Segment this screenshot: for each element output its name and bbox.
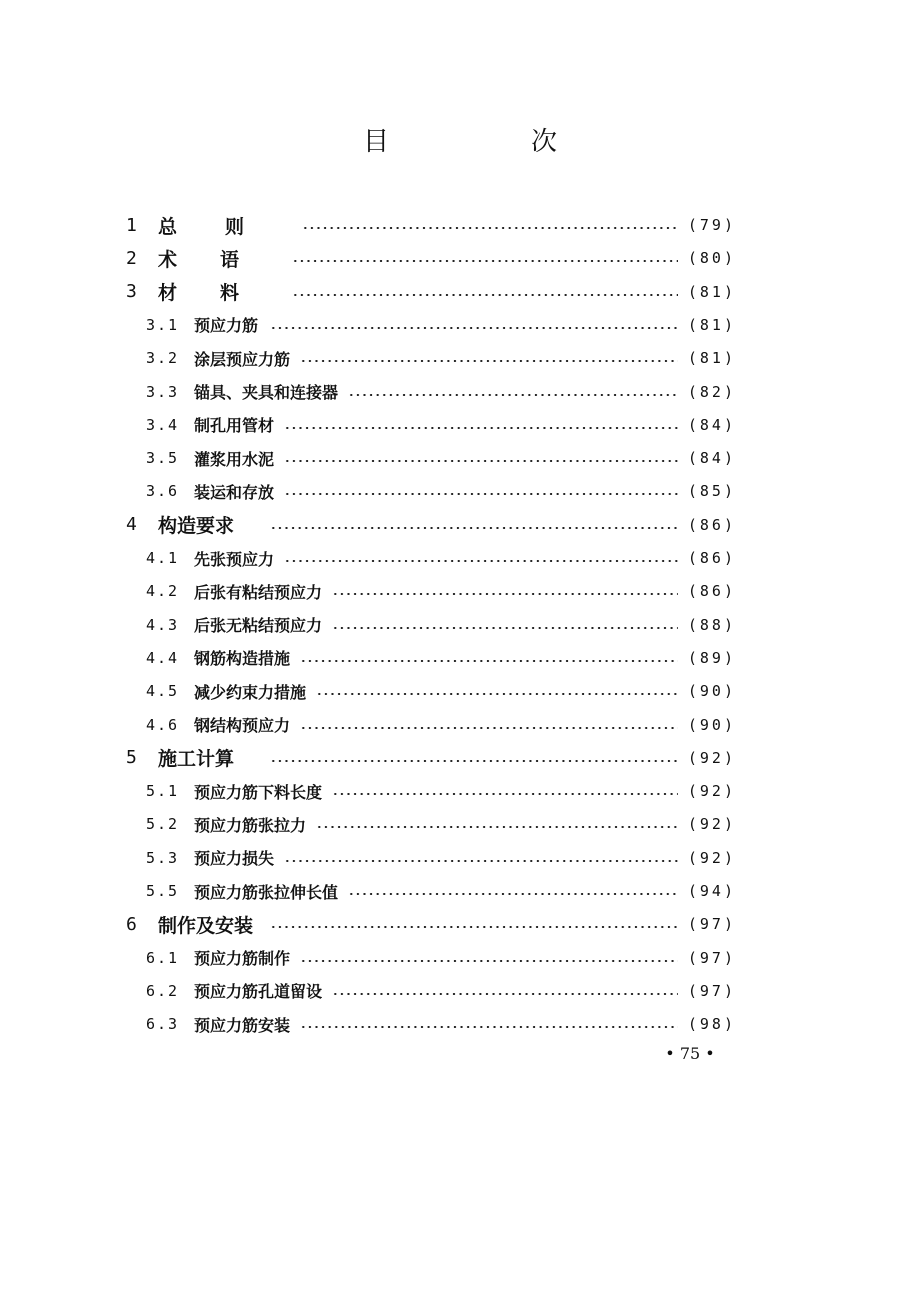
toc-entry-page: (97): [687, 981, 736, 1000]
toc-entry-title: 预应力筋制作: [194, 949, 291, 969]
dot-leader: [302, 227, 678, 229]
toc-entry-title: 后张无粘结预应力: [194, 616, 323, 636]
toc-entry[interactable]: [0, 1009, 920, 1039]
dot-leader: [284, 860, 678, 862]
toc-entry-title: 总则: [158, 215, 293, 238]
toc-entry-page: (90): [687, 682, 736, 701]
toc-entry-number: 4.1: [146, 549, 180, 567]
dot-leader: [332, 593, 678, 595]
toc-entry-title: 制孔用管材: [194, 416, 275, 436]
toc-entry-number: 6.2: [146, 981, 180, 1000]
toc-entry-number: 4.5: [146, 682, 180, 701]
toc-entry[interactable]: [0, 610, 920, 640]
toc-entry[interactable]: [0, 443, 920, 473]
toc-entry-number: 5: [126, 747, 137, 769]
toc-entry-title: 预应力筋安装: [194, 1015, 291, 1035]
toc-entry-number: 5.5: [146, 882, 180, 900]
dot-leader: [270, 760, 678, 762]
toc-entry[interactable]: [0, 676, 920, 706]
toc-entry-title: 施工计算: [158, 748, 235, 771]
toc-entry-title: 预应力筋张拉伸长值: [194, 882, 339, 902]
toc-entry-number: 3.3: [146, 382, 180, 401]
dot-leader: [300, 960, 678, 962]
dot-leader: [284, 560, 678, 562]
dot-leader: [316, 826, 678, 828]
toc-entry-number: 2: [126, 247, 137, 269]
toc-entry[interactable]: [0, 843, 920, 873]
toc-entry[interactable]: [0, 643, 920, 673]
toc-entry-number: 6.3: [146, 1015, 180, 1034]
toc-entry-page: (81): [687, 349, 736, 368]
toc-entry-title: 构造要求: [158, 515, 235, 538]
dot-leader: [300, 727, 678, 729]
toc-entry-page: (86): [687, 582, 736, 601]
dot-leader: [316, 693, 678, 695]
toc-entry-number: 5.2: [146, 815, 180, 834]
toc-entry[interactable]: [0, 876, 920, 906]
dot-leader: [292, 260, 678, 262]
toc-entry-title: 先张预应力: [194, 549, 275, 569]
toc-entry-title: 灌浆用水泥: [194, 449, 275, 469]
toc-entry-page: (84): [687, 415, 736, 434]
toc-entry-number: 4.4: [146, 648, 180, 667]
toc-entry-number: 3.6: [146, 482, 180, 501]
toc-entry-number: 5.1: [146, 782, 180, 801]
toc-entry-page: (94): [687, 882, 736, 900]
toc-entry-number: 4: [126, 514, 137, 536]
toc-entry-page: (88): [687, 615, 736, 634]
toc-entry-number: 6: [126, 913, 137, 935]
toc-entry-title: 减少约束力措施: [194, 682, 307, 702]
toc-entry-page: (81): [687, 315, 736, 334]
toc-entry-number: 3: [126, 281, 137, 303]
toc-entry-page: (92): [687, 848, 736, 867]
toc-entry-title: 后张有粘结预应力: [194, 582, 323, 602]
toc-entry[interactable]: [0, 710, 920, 740]
toc-entry-title: 预应力筋下料长度: [194, 782, 323, 802]
toc-entry-number: 3.1: [146, 315, 180, 334]
toc-entry[interactable]: [0, 476, 920, 506]
toc-entry-number: 1: [126, 214, 137, 236]
dot-leader: [284, 427, 678, 429]
toc-entry-page: (81): [687, 282, 736, 301]
toc-entry-title: 预应力筋孔道留设: [194, 982, 323, 1002]
toc-entry-title: 钢结构预应力: [194, 716, 291, 735]
toc-entry-title: 材料: [158, 282, 283, 305]
page-title: 目 次: [362, 127, 615, 157]
toc-entry[interactable]: [0, 510, 920, 540]
toc-entry-number: 3.4: [146, 415, 180, 434]
toc-entry-title: 术语: [158, 248, 283, 271]
toc-entry-title: 锚具、夹具和连接器: [194, 383, 339, 402]
toc-entry-page: (80): [687, 249, 736, 268]
dot-leader: [300, 360, 678, 362]
toc-entry[interactable]: [0, 410, 920, 440]
toc-entry-number: 3.5: [146, 449, 180, 468]
toc-entry[interactable]: [0, 576, 920, 606]
toc-entry[interactable]: [0, 310, 920, 340]
page-number: • 75 •: [665, 1044, 715, 1063]
dot-leader: [292, 294, 678, 296]
toc-entry-page: (84): [687, 449, 736, 468]
toc-entry-title: 制作及安装: [158, 914, 254, 937]
toc-entry-number: 5.3: [146, 848, 180, 867]
dot-leader: [348, 893, 678, 895]
toc-entry-number: 4.6: [146, 715, 180, 734]
toc-entry-page: (98): [687, 1015, 736, 1034]
toc-entry-page: (79): [687, 216, 736, 234]
toc-entry-title: 预应力损失: [194, 849, 275, 869]
toc-entry-page: (82): [687, 382, 736, 401]
toc-entry[interactable]: [0, 377, 920, 407]
dot-leader: [270, 926, 678, 928]
toc-entry-title: 涂层预应力筋: [194, 349, 291, 369]
toc-entry-page: (92): [687, 815, 736, 834]
toc-entry-title: 钢筋构造措施: [194, 649, 291, 669]
toc-entry-page: (92): [687, 782, 736, 801]
toc-entry-title: 预应力筋张拉力: [194, 815, 307, 835]
dot-leader: [300, 1026, 678, 1028]
toc-entry-number: 4.2: [146, 582, 180, 601]
dot-leader: [270, 327, 678, 329]
toc-entry-title: 装运和存放: [194, 482, 275, 502]
dot-leader: [348, 394, 678, 396]
dot-leader: [270, 527, 678, 529]
toc-entry[interactable]: [0, 277, 920, 307]
toc-entry[interactable]: [0, 543, 920, 573]
toc-entry-page: (86): [687, 549, 736, 567]
toc-entry-page: (97): [687, 948, 736, 967]
toc-entry-title: 预应力筋: [194, 316, 259, 336]
dot-leader: [300, 660, 678, 662]
dot-leader: [284, 493, 678, 495]
toc-entry[interactable]: [0, 743, 920, 773]
toc-entry[interactable]: [0, 943, 920, 973]
toc-entry[interactable]: [0, 909, 920, 939]
toc-entry[interactable]: [0, 243, 920, 273]
toc-entry-page: (97): [687, 915, 736, 934]
toc-entry[interactable]: [0, 976, 920, 1006]
toc-entry-number: 3.2: [146, 349, 180, 368]
toc-entry-page: (85): [687, 482, 736, 501]
toc-entry-number: 4.3: [146, 615, 180, 634]
dot-leader: [284, 460, 678, 462]
toc-entry[interactable]: [0, 210, 920, 240]
dot-leader: [332, 993, 678, 995]
dot-leader: [332, 627, 678, 629]
toc-entry[interactable]: [0, 343, 920, 373]
dot-leader: [332, 793, 678, 795]
toc-entry-number: 6.1: [146, 948, 180, 967]
toc-entry-page: (89): [687, 648, 736, 667]
toc-entry-page: (86): [687, 515, 736, 534]
toc-entry-page: (90): [687, 715, 736, 734]
toc-entry[interactable]: [0, 776, 920, 806]
toc-entry[interactable]: [0, 809, 920, 839]
toc-entry-page: (92): [687, 748, 736, 767]
